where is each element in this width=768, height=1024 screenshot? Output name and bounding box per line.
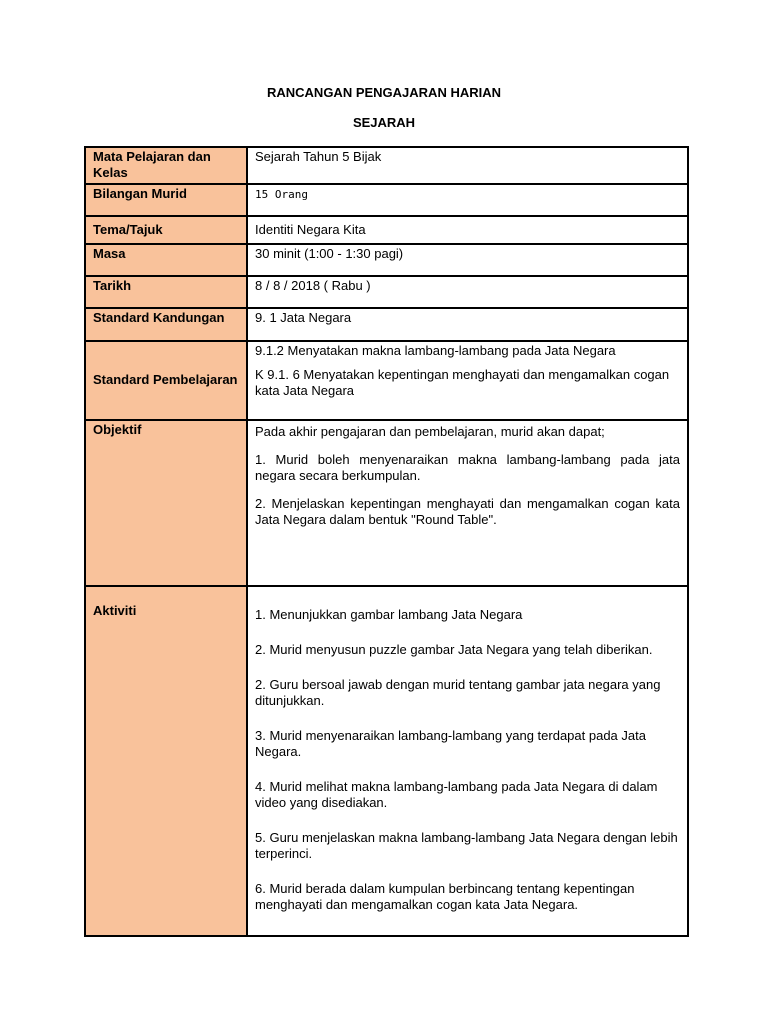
row-label-masa: Masa bbox=[85, 244, 247, 276]
table-row bbox=[85, 420, 688, 586]
row-label-objektif: Objektif bbox=[85, 420, 247, 586]
table-row bbox=[85, 276, 688, 308]
row-value-masa: 30 minit (1:00 - 1:30 pagi) bbox=[247, 244, 688, 276]
table-row bbox=[85, 184, 688, 216]
list-item: 1. Murid boleh menyenaraikan makna lambang-lambang pada jata negara secara berkumpulan. bbox=[255, 452, 680, 483]
list-item: 9.1.2 Menyatakan makna lambang-lambang pada Jata Negara bbox=[255, 343, 616, 358]
row-value-tema: Identiti Negara Kita bbox=[247, 216, 688, 244]
list-item: 1. Menunjukkan gambar lambang Jata Negara bbox=[255, 607, 523, 622]
row-value-tarikh: 8 / 8 / 2018 ( Rabu ) bbox=[247, 276, 688, 308]
list-item: 4. Murid melihat makna lambang-lambang pada Jata Negara di dalam video yang disediakan. bbox=[255, 779, 658, 810]
table-row bbox=[85, 216, 688, 244]
row-value-aktiviti bbox=[247, 586, 688, 936]
table-row bbox=[85, 308, 688, 341]
lesson-plan-table bbox=[84, 146, 689, 937]
row-label-mata-pelajaran: Mata Pelajaran dan Kelas bbox=[85, 147, 247, 184]
document-title: RANCANGAN PENGAJARAN HARIAN bbox=[266, 85, 501, 100]
list-item: 3. Murid menyenaraikan lambang-lambang yang terdapat pada Jata Negara. bbox=[255, 728, 646, 759]
list-item: 6. Murid berada dalam kumpulan berbincang tentang kepentingan menghayati dan mengamalkan cogan kata Jata Negara. bbox=[255, 881, 635, 912]
list-item: 5. Guru menjelaskan makna lambang-lambang Jata Negara dengan lebih terperinci. bbox=[255, 830, 678, 861]
row-label-bilangan-murid: Bilangan Murid bbox=[85, 184, 247, 216]
row-value-standard-pembelajaran bbox=[247, 341, 688, 420]
table-row bbox=[85, 244, 688, 276]
list-item: 2. Guru bersoal jawab dengan murid tentang gambar jata negara yang ditunjukkan. bbox=[255, 677, 661, 708]
row-label-standard-kandungan: Standard Kandungan bbox=[85, 308, 247, 341]
objektif-intro: Pada akhir pengajaran dan pembelajaran, murid akan dapat; bbox=[255, 424, 605, 439]
list-item: 2. Murid menyusun puzzle gambar Jata Negara yang telah diberikan. bbox=[255, 642, 653, 657]
row-label-tema: Tema/Tajuk bbox=[85, 216, 247, 244]
table-row bbox=[85, 341, 688, 420]
row-label-tarikh: Tarikh bbox=[85, 276, 247, 308]
row-value-bilangan-murid: 15 Orang bbox=[247, 184, 688, 216]
list-item: K 9.1. 6 Menyatakan kepentingan menghayati dan mengamalkan cogan kata Jata Negara bbox=[255, 367, 670, 398]
list-item: 2. Menjelaskan kepentingan menghayati dan mengamalkan cogan kata Jata Negara dalam bentuk "Round Table". bbox=[255, 496, 680, 527]
table-row bbox=[85, 586, 688, 936]
row-value-standard-kandungan: 9. 1 Jata Negara bbox=[247, 308, 688, 341]
document-subtitle: SEJARAH bbox=[352, 115, 416, 130]
row-label-standard-pembelajaran: Standard Pembelajaran bbox=[85, 341, 247, 420]
row-value-objektif bbox=[247, 420, 688, 586]
row-label-aktiviti: Aktiviti bbox=[85, 586, 247, 936]
table-row bbox=[85, 147, 688, 184]
row-value-mata-pelajaran: Sejarah Tahun 5 Bijak bbox=[247, 147, 688, 184]
